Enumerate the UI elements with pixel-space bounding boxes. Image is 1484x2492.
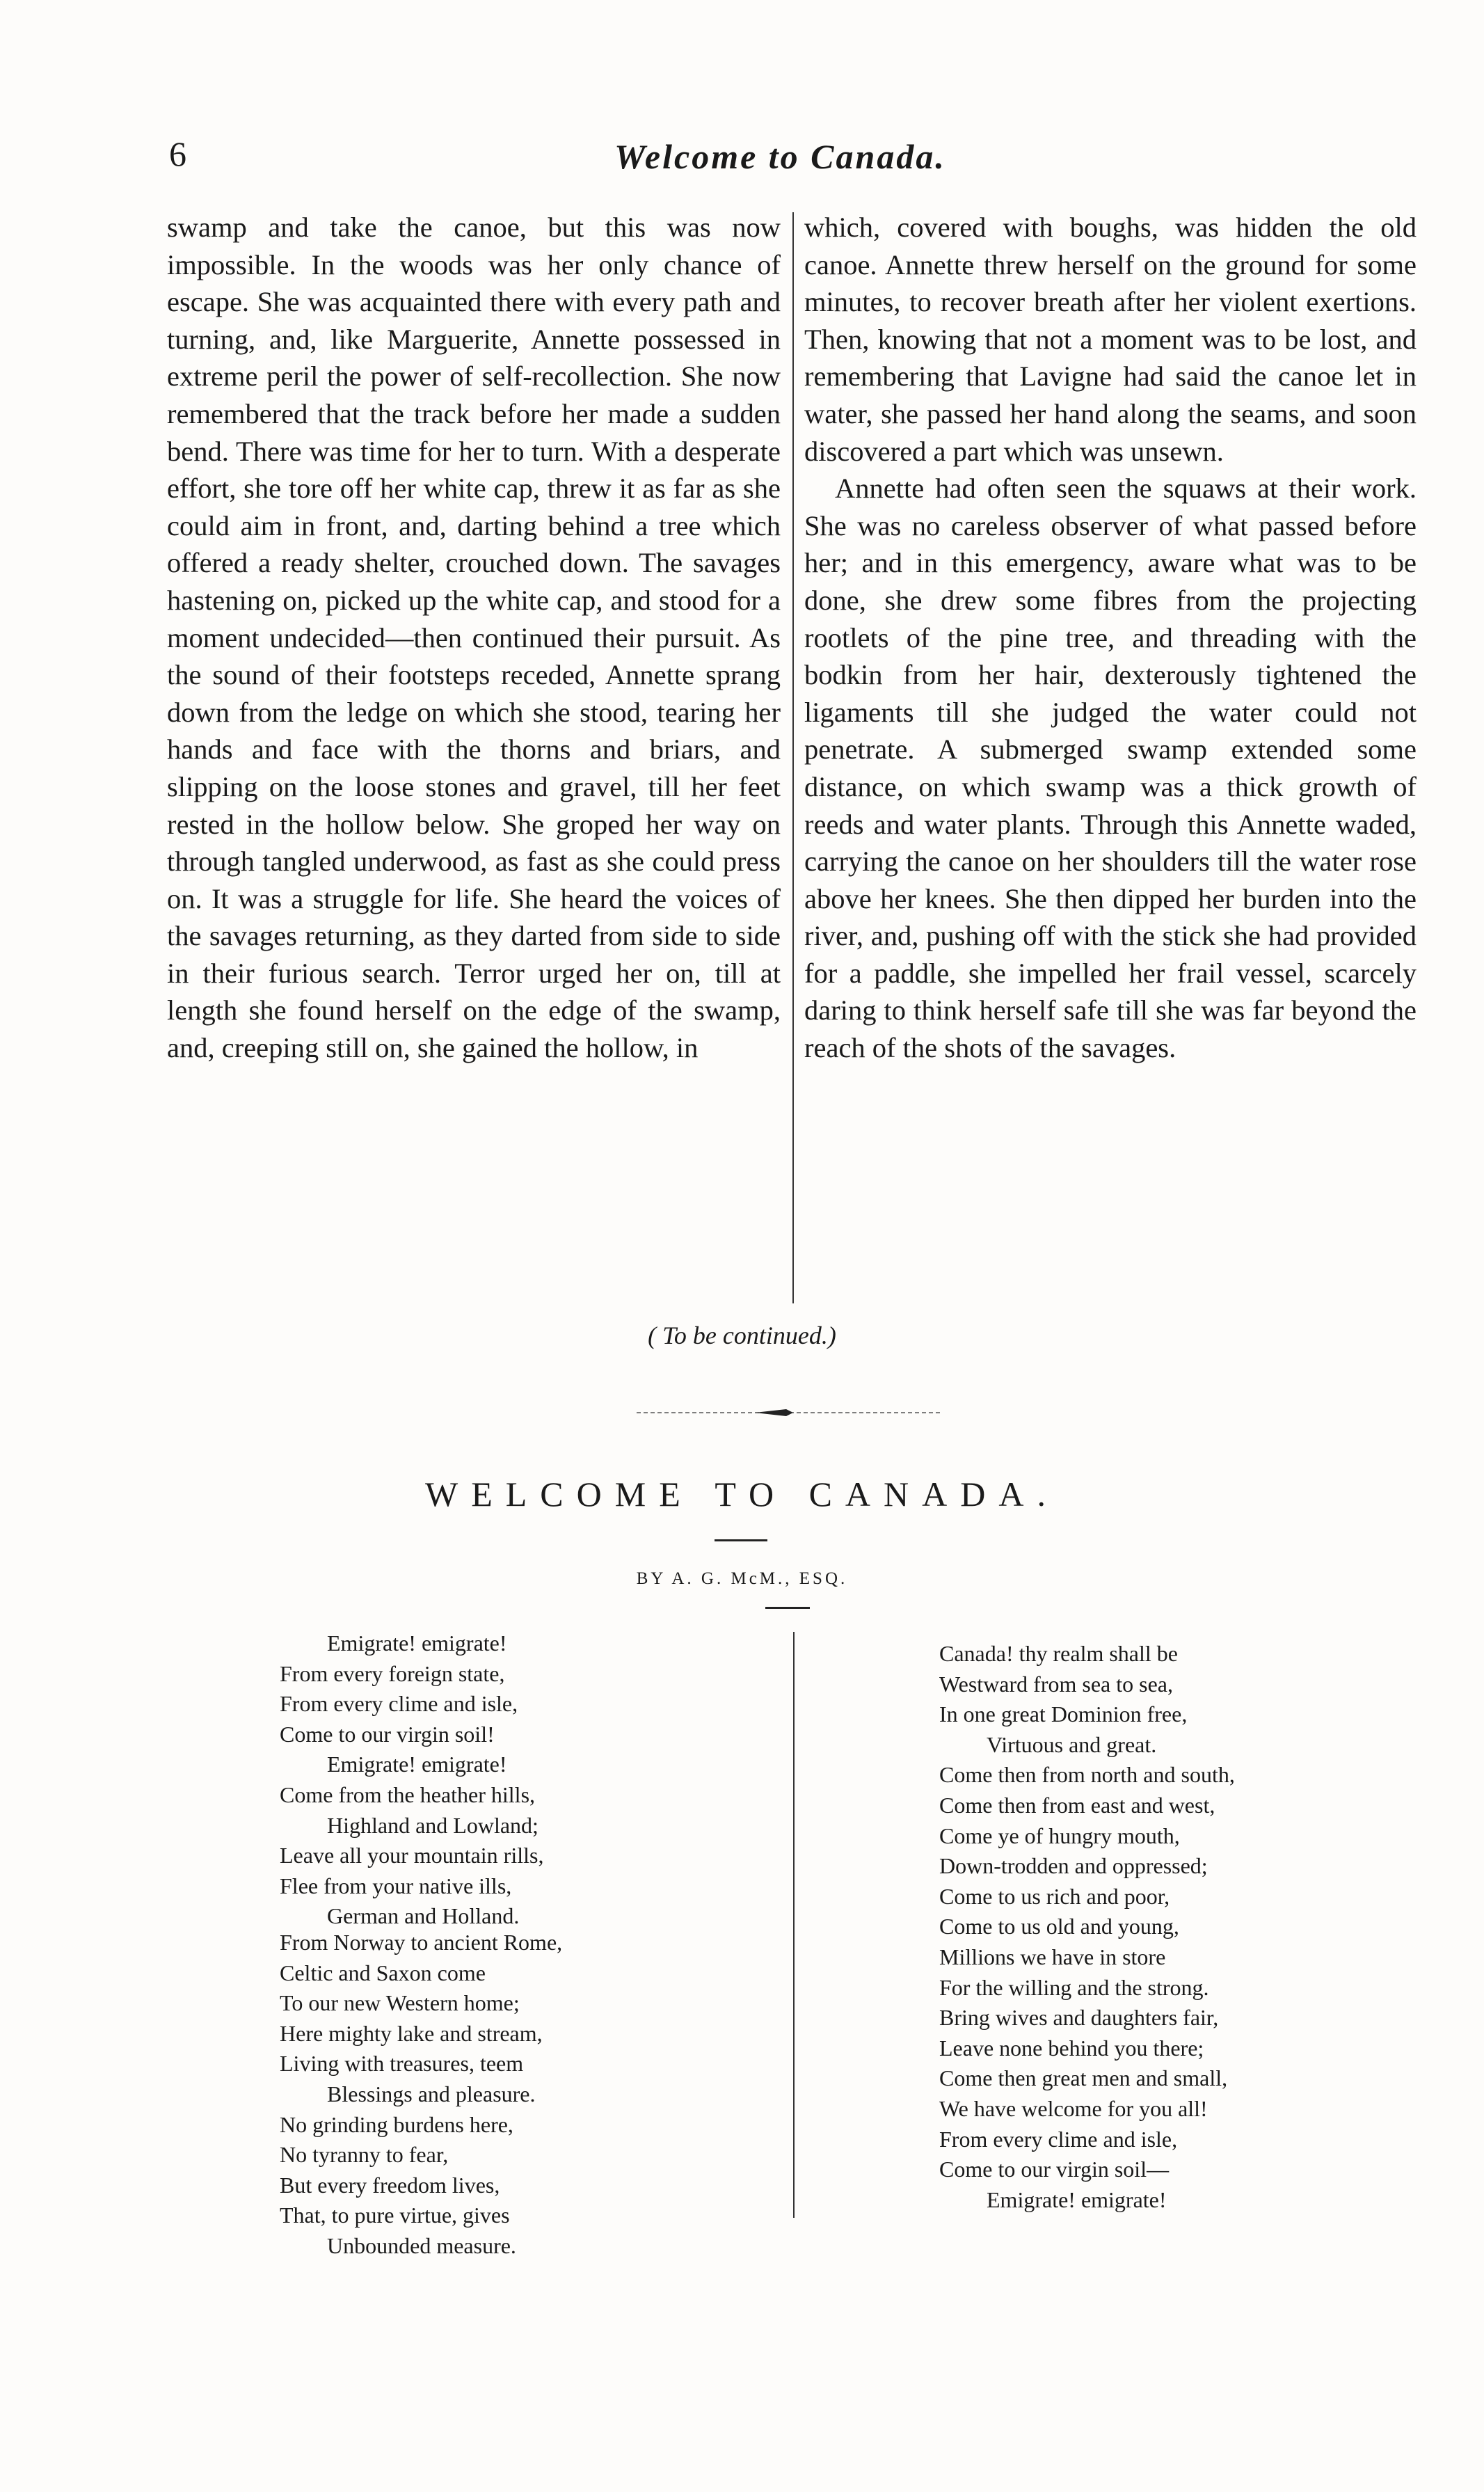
poem-line: Come to us rich and poor, (939, 1883, 1170, 1909)
poem-line: Blessings and pleasure. (327, 2081, 536, 2106)
poem-stanza-left-2 (280, 1928, 562, 2262)
poem-byline: BY A. G. McM., ESQ. (636, 1569, 848, 1588)
poem-line: For the willing and the strong. (939, 1974, 1209, 2000)
poem-line: Come to us old and young, (939, 1914, 1179, 1939)
poem-line: Millions we have in store (939, 1944, 1166, 1969)
poem-line: Unbounded measure. (327, 2232, 516, 2258)
poem-line: Virtuous and great. (987, 1731, 1157, 1757)
poem-line: Emigrate! emigrate! (327, 1752, 507, 1777)
poem-line: From every foreign state, (280, 1660, 505, 1686)
poem-line: No tyranny to fear, (280, 2142, 449, 2168)
poem-line: Leave none behind you there; (939, 2035, 1204, 2061)
poem-line: Come then great men and small, (939, 2065, 1228, 2091)
poem-line: To our new Western home; (280, 1990, 520, 2016)
poem-line: Here mighty lake and stream, (280, 2020, 543, 2046)
poem-line: That, to pure virtue, gives (280, 2203, 510, 2228)
poem-line: But every freedom lives, (280, 2172, 500, 2198)
byline-rule (765, 1607, 810, 1609)
story-paragraph: Annette had often seen the squaws at their work. She was no careless observer of what passed before her; and in this emergency, aware what was to be done, she drew some fibres from the projecting rootlets of the pine tree, and threading with the bodkin from her hair, dexterously tightened the ligaments till she judged the water could not penetrate. A submerged swamp extended some distance, on which swamp was a thick growth of reeds and water plants. Through this Annette waded, carrying the canoe on her shoulders till the water rose above her knees. She then dipped her burden into the river, and, pushing off with the stick she had provided for a paddle, she impelled her frail vessel, scarcely daring to think herself safe till she was far beyond the reach of the shots of the savages. (804, 473, 1417, 1064)
poem-line: Down-trodden and oppressed; (939, 1853, 1208, 1879)
poem-line: German and Holland. (327, 1903, 520, 1929)
poem-line: Come ye of hungry mouth, (939, 1823, 1180, 1848)
poem-line: Come to our virgin soil! (280, 1721, 495, 1747)
poem-line: Living with treasures, teem (280, 2051, 524, 2077)
poem-line: In one great Dominion free, (939, 1701, 1188, 1727)
poem-line: Bring wives and daughters fair, (939, 2005, 1219, 2031)
story-paragraph: which, covered with boughs, was hidden the old canoe. Annette threw herself on the ground for some minutes, to recover breath after her violent exertions. Then, knowing that not a moment was to be lost, and remembering that Lavigne had said the canoe let in water, she passed her hand along the seams, and soon discovered a part which was unsewn. (804, 212, 1417, 467)
running-title: Welcome to Canada. (614, 137, 946, 176)
poem-line: Leave all your mountain rills, (280, 1843, 544, 1868)
poem-line: From Norway to ancient Rome, (280, 1930, 563, 1955)
poem-line: Come to our virgin soil— (939, 2157, 1170, 2182)
title-rule (715, 1539, 767, 1541)
story-right-column (804, 209, 1417, 1067)
poem-stanza-left-1 (280, 1628, 543, 1932)
poem-line: Flee from your native ills, (280, 1873, 512, 1898)
page-number: 6 (169, 134, 186, 173)
poem-title: WELCOME TO CANADA. (425, 1475, 1059, 1514)
poem-line: Come from the heather hills, (280, 1781, 536, 1807)
poem-stanza-right (939, 1639, 1235, 2215)
column-divider (792, 212, 794, 1303)
poem-line: We have welcome for you all! (939, 2095, 1208, 2121)
continued-note: ( To be continued.) (648, 1322, 836, 1349)
section-ornament (637, 1407, 943, 1418)
story-left-column (167, 209, 781, 1067)
poem-line: Come then from east and west, (939, 1792, 1215, 1818)
poem-line: Celtic and Saxon come (280, 1960, 486, 1985)
poem-line: From every clime and isle, (280, 1691, 518, 1717)
poem-line: Highland and Lowland; (327, 1812, 538, 1838)
poem-line: Westward from sea to sea, (939, 1671, 1173, 1697)
poem-line: From every clime and isle, (939, 2126, 1178, 2152)
poem-line: Canada! thy realm shall be (939, 1641, 1178, 1666)
poem-line: Emigrate! emigrate! (327, 1630, 507, 1656)
poem-line: No grinding burdens here, (280, 2111, 513, 2137)
story-paragraph: swamp and take the canoe, but this was now impossible. In the woods was her only chance of escape. She was acquainted there with every path and turning, and, like Marguerite, Annette possessed in extreme peril the power of self-recollection. She now remembered that the track before her made a sudden bend. There was time for her to turn. With a desperate effort, she tore off her white cap, threw it as far as she could aim in front, and, darting behind a tree which offered a ready shelter, crouched down. The savages hastening on, picked up the white cap, and stood for a moment undecided—then continued their pursuit. As the sound of their footsteps receded, Annette sprang down from the ledge on which she stood, tearing her hands and face with the thorns and briars, and slipping on the loose stones and gravel, till her feet rested in the hollow below. She groped her way on through tangled underwood, as fast as she could press on. It was a struggle for life. She heard the voices of the savages returning, as they darted from side to side in their furious search. Terror urged her on, till at length she found herself on the edge of the swamp, and, creeping still on, she gained the hollow, in (167, 212, 781, 1064)
poem-line: Emigrate! emigrate! (987, 2187, 1167, 2212)
poem-line: Come then from north and south, (939, 1762, 1235, 1788)
poem-column-divider (793, 1632, 795, 2218)
